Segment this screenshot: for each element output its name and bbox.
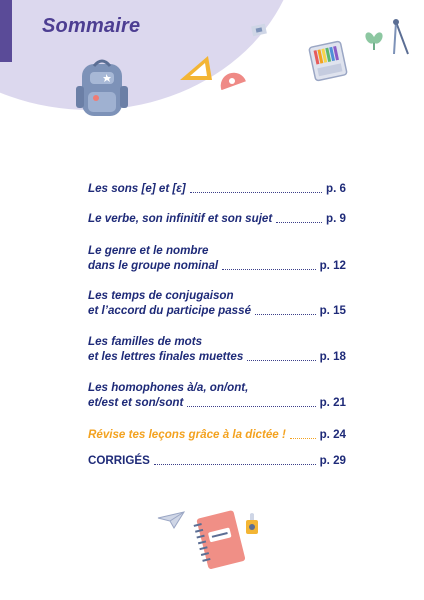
leader-dots	[290, 437, 316, 439]
toc-entry[interactable]	[88, 181, 346, 196]
protractor-icon	[217, 66, 247, 90]
toc-entry-title: Le verbe, son infinitif et son sujet	[88, 212, 273, 225]
toc-entry-title: Les temps de conjugaison	[88, 289, 234, 302]
toc-entry-page: p. 15	[319, 304, 346, 317]
leader-dots	[154, 463, 316, 465]
toc-entry[interactable]	[88, 288, 346, 318]
backpack-icon	[74, 58, 132, 120]
toc-entry[interactable]	[88, 211, 346, 226]
toc-entry-corriges[interactable]	[88, 453, 346, 468]
toc-entry-title-continued: et l’accord du participe passé	[88, 304, 252, 317]
toc-entry-title-continued: dans le groupe nominal	[88, 259, 219, 272]
toc-entry-page: p. 29	[319, 454, 346, 467]
set-square-icon	[178, 54, 216, 82]
leader-dots	[255, 313, 316, 315]
pencil-box-icon	[308, 38, 348, 84]
toc-entry-title: Le genre et le nombre	[88, 244, 209, 257]
leader-dots	[222, 268, 315, 270]
leader-dots	[187, 405, 315, 407]
compass-icon	[388, 18, 414, 58]
toc-entry-title-continued: et/est et son/sont	[88, 396, 184, 409]
toc-entry-page: p. 24	[319, 428, 346, 441]
toc-entry-page: p. 18	[319, 350, 346, 363]
toc-entry-title: Les familles de mots	[88, 335, 203, 348]
toc-entry-page: p. 9	[326, 212, 346, 225]
toc-entry-title: Les homophones à/a, on/ont,	[88, 381, 249, 394]
header-strip	[0, 0, 12, 62]
paper-plane-icon	[156, 510, 186, 530]
page-title: Sommaire	[42, 15, 141, 37]
leader-dots	[247, 359, 315, 361]
toc-entry-page: p. 12	[319, 259, 346, 272]
toc-entry-title-continued: et les lettres finales muettes	[88, 350, 244, 363]
toc-entry-page: p. 6	[326, 182, 346, 195]
leader-dots	[190, 191, 322, 193]
toc-entry-page: p. 21	[319, 396, 346, 409]
toc-entry[interactable]	[88, 380, 346, 410]
sharpener-icon	[242, 512, 262, 538]
toc-entry[interactable]	[88, 334, 346, 364]
toc-entry-title: CORRIGÉS	[88, 454, 150, 467]
notebook-icon	[190, 506, 250, 574]
toc-entry-title: Révise tes leçons grâce à la dictée !	[88, 428, 286, 441]
toc-entry-title: Les sons [e] et [ɛ]	[88, 182, 186, 195]
toc-entry[interactable]	[88, 243, 346, 273]
eraser-icon	[250, 22, 270, 38]
toc-entry-dictee[interactable]	[88, 427, 346, 442]
leader-dots	[276, 221, 322, 223]
plant-icon	[364, 30, 384, 52]
